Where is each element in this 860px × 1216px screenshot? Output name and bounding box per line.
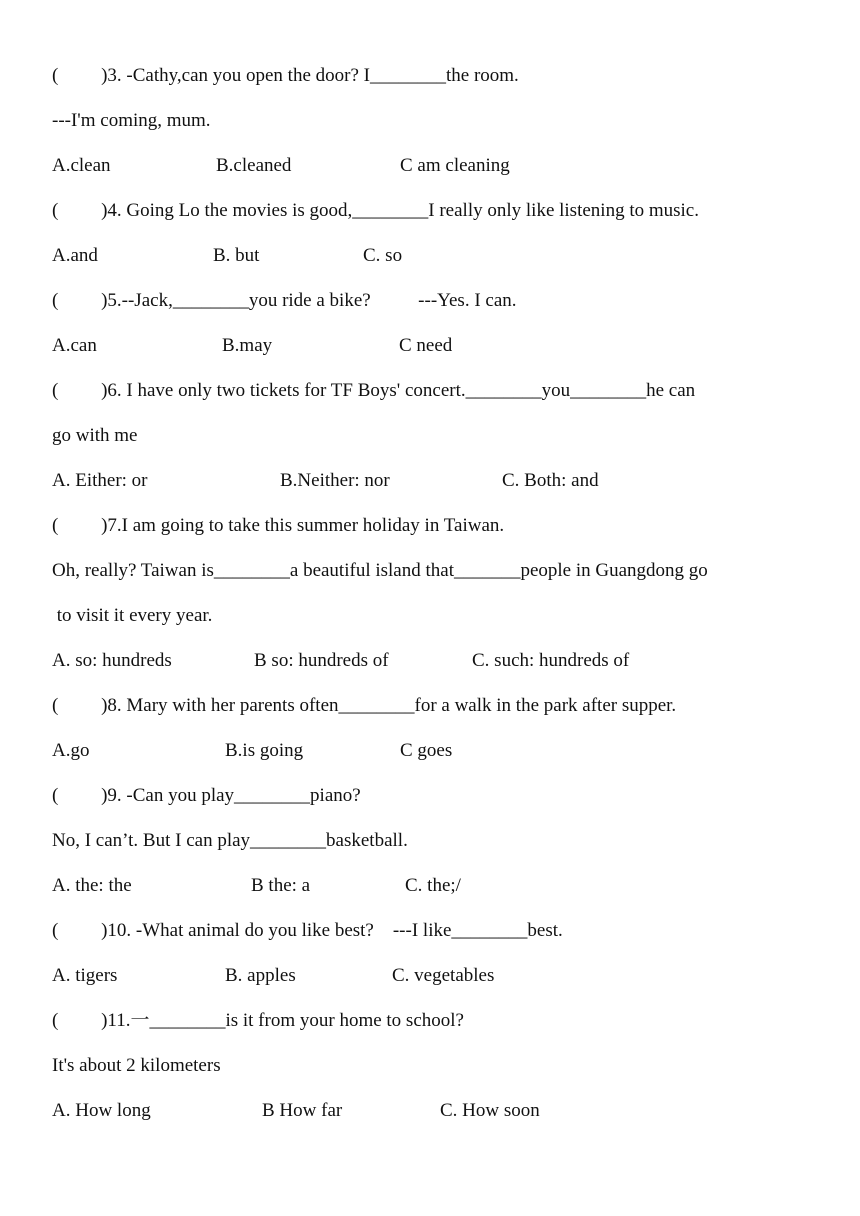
option-b: B.is going — [225, 740, 304, 761]
option-c: C goes — [400, 740, 453, 761]
question-10: ( )10. -What animal do you like best? ---I like________best. — [52, 920, 563, 941]
option-a: A.go — [52, 740, 90, 761]
question-11-reply: It's about 2 kilometers — [52, 1055, 221, 1076]
option-b: B.may — [222, 335, 273, 356]
option-c: C. How soon — [440, 1100, 540, 1121]
option-a: A. Either: or — [52, 470, 148, 491]
option-c: C. the;/ — [405, 875, 461, 896]
option-b: B so: hundreds of — [254, 650, 389, 671]
question-4: ( )4. Going Lo the movies is good,________I really only like listening to music. — [52, 200, 699, 221]
question-5: ( )5.--Jack,________you ride a bike? ---Yes. I can. — [52, 290, 517, 311]
option-c: C. such: hundreds of — [472, 650, 630, 671]
option-b: B. but — [213, 245, 260, 266]
question-6-continued: go with me — [52, 425, 138, 446]
option-a: A.and — [52, 245, 98, 266]
option-c: C. Both: and — [502, 470, 599, 491]
option-a: A.can — [52, 335, 97, 356]
option-c: C need — [399, 335, 453, 356]
question-9-reply: No, I can’t. But I can play________basketball. — [52, 830, 408, 851]
question-8: ( )8. Mary with her parents often________for a walk in the park after supper. — [52, 695, 677, 716]
option-b: B.cleaned — [216, 155, 292, 176]
option-a: A. the: the — [52, 875, 132, 896]
option-c: C am cleaning — [400, 155, 510, 176]
option-b: B.Neither: nor — [280, 470, 390, 491]
question-7-continued: to visit it every year. — [52, 605, 213, 626]
question-3-reply: ---I'm coming, mum. — [52, 110, 211, 131]
question-3: ( )3. -Cathy,can you open the door? I________the room. — [52, 65, 519, 86]
option-c: C. so — [363, 245, 403, 266]
option-a: A.clean — [52, 155, 111, 176]
question-11-options — [52, 1099, 540, 1195]
question-7: ( )7.I am going to take this summer holiday in Taiwan. — [52, 515, 505, 536]
option-a: A. How long — [52, 1100, 151, 1121]
option-b: B How far — [262, 1100, 343, 1121]
option-a: A. so: hundreds — [52, 650, 172, 671]
question-7-reply: Oh, really? Taiwan is________a beautiful island that_______people in Guangdong go — [52, 560, 708, 581]
question-9: ( )9. -Can you play________piano? — [52, 785, 361, 806]
option-a: A. tigers — [52, 965, 118, 986]
question-6: ( )6. I have only two tickets for TF Boys' concert.________you________he can — [52, 380, 696, 401]
option-b: B. apples — [225, 965, 296, 986]
question-11: ( )11.一________is it from your home to school? — [52, 1010, 464, 1031]
option-c: C. vegetables — [392, 965, 495, 986]
option-b: B the: a — [251, 875, 311, 896]
